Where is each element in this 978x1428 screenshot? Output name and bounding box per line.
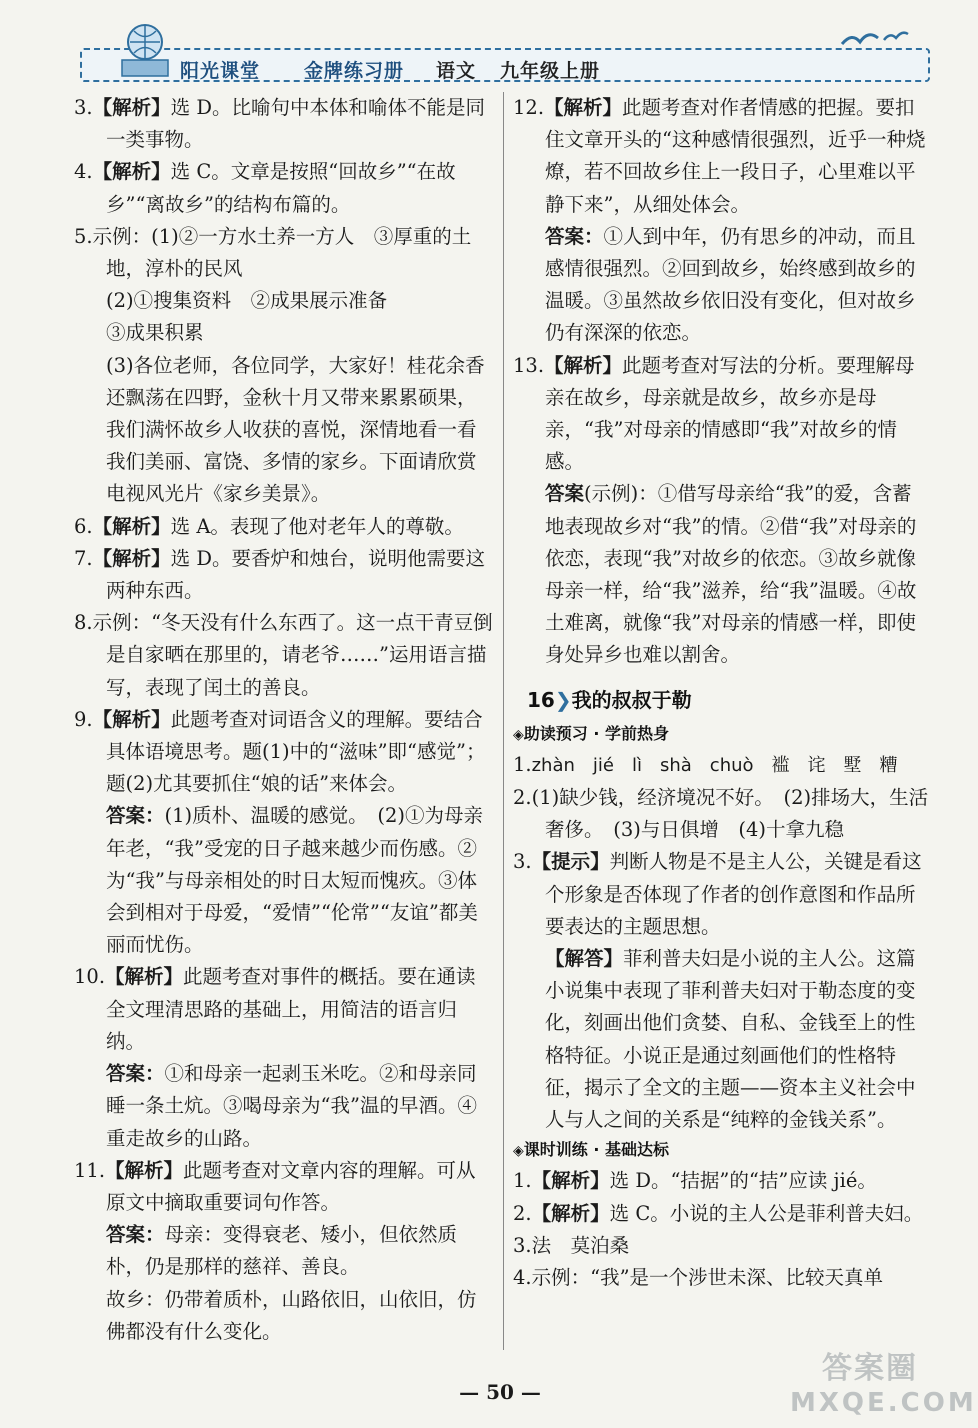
answer-item: 12.【解析】此题考查对作者情感的把握。要扣住文章开头的“这种感情很强烈，近乎一种烧燎，若不回故乡住上一段日子，心里难以平静下来”，从细处体会。 <box>513 96 926 216</box>
answer-item: 9.【解析】此题考查对词语含义的理解。要结合具体语境思考。题(1)中的“滋味”即“感觉”；题(2)尤其要抓住“娘的话”来体会。 <box>74 707 486 796</box>
answer-item: 11.【解析】此题考查对文章内容的理解。可从原文中摘取重要词句作答。 <box>74 1158 476 1214</box>
diamond-icon: ◈ <box>513 726 524 743</box>
answer-item: 1.zhàn jié lì shà chuò 褴 诧 墅 糟 <box>513 752 898 776</box>
globe-logo-icon <box>116 18 174 78</box>
answer-item: 7.【解析】选 D。要香炉和烛台，说明他需要这两种东西。 <box>74 546 485 603</box>
answer-item: 答案：①和母亲一起剥玉米吃。②和母亲同睡一条土炕。③喝母亲为“我”温的早酒。④重走故乡的山路。 <box>106 1062 477 1150</box>
answer-item: (2)①搜集资料 ②成果展示准备 <box>106 289 388 313</box>
answer-item: 5.示例：(1)②一方水土养一方人 ③厚重的土地，淳朴的民风 <box>74 224 472 281</box>
answer-item: 4.示例：“我”是一个涉世未深、比较天真单 <box>513 1265 884 1289</box>
birds-icon <box>840 24 920 54</box>
answer-item: 答案：①人到中年，仍有思乡的冲动，而且感情很强烈。②回到故乡，始终感到故乡的温暖。③虽然故乡依旧没有变化，但对故乡仍有深深的依恋。 <box>545 224 916 345</box>
right-column <box>513 92 931 1294</box>
watermark: 答案圈 MXQE.COM <box>790 1351 977 1418</box>
diamond-icon: ◈ <box>513 1143 524 1160</box>
answer-item: 3.【提示】判断人物是不是主人公，关键是看这个形象是否体现了作者的创作意图和作品所要表达的主题思想。 <box>513 850 922 938</box>
answer-item: 答案(示例)：①借写母亲给“我”的爱，含蓄地表现故乡对“我”的情。②借“我”对母亲的依恋，表现“我”对故乡的依恋。③故乡就像母亲一样，给“我”滋养，给“我”温暖。④故土难离，就像“我”对母亲的情感一样，即使身处异乡也难以割舍。 <box>545 482 917 667</box>
header-brand: 阳光课堂 <box>180 60 261 82</box>
answer-item: 3.【解析】选 D。比喻句中本体和喻体不能是同一类事物。 <box>74 96 485 152</box>
answer-item: 2.(1)缺少钱，经济境况不好。 (2)排场大，生活奢侈。 (3)与日俱增 (4)十拿九稳 <box>513 786 929 842</box>
answer-item: 【解答】菲利普夫妇是小说的主人公。这篇小说集中表现了菲利普夫妇对于勒态度的变化，刻画出他们贪婪、自私、金钱至上的性格特征。小说正是通过刻画他们的性格特征，揭示了全文的主题——资本主义社会中人与人之间的关系是“纯粹的金钱关系”。 <box>545 947 916 1132</box>
subsection-heading: ◈助读预习 · 学前热身 <box>513 723 670 743</box>
header-series: 金牌练习册 <box>304 60 405 82</box>
answer-item: 6.【解析】选 A。表现了他对老年人的尊敬。 <box>74 514 464 538</box>
answer-item: 8.示例：“冬天没有什么东西了。这一点干青豆倒是自家晒在那里的，请老爷……”运用语言描写，表现了闰土的善良。 <box>74 611 493 699</box>
answer-item: 答案：母亲：变得衰老、矮小，但依然质朴，仍是那样的慈祥、善良。 <box>106 1223 458 1279</box>
header-grade: 九年级上册 <box>500 60 601 82</box>
answer-item: 4.【解析】选 C。文章是按照“回故乡”“在故乡”“离故乡”的结构布篇的。 <box>74 160 456 216</box>
answer-item: 答案：(1)质朴、温暖的感觉。 (2)①为母亲年老，“我”受宠的日子越来越少而伤感。②为“我”与母亲相处的时日太短而愧疚。③体会到相对于母爱，“爱情”“伦常”“友谊”都美丽而忧伤。 <box>106 804 484 957</box>
answer-item: 13.【解析】此题考查对写法的分析。要理解母亲在故乡，母亲就是故乡，故乡亦是母亲，“我”对母亲的情感即“我”对故乡的情感。 <box>513 353 915 474</box>
page-header <box>80 18 930 80</box>
answer-item: 3.法 莫泊桑 <box>513 1233 630 1257</box>
header-subject: 语文 <box>436 60 477 82</box>
page-number: — 50 — <box>459 1380 541 1404</box>
answer-item: 10.【解析】此题考查对事件的概括。要在通读全文理清思路的基础上，用简洁的语言归纳。 <box>74 965 476 1053</box>
answer-item: ③成果积累 <box>106 321 204 345</box>
answer-item: (3)各位老师，各位同学，大家好！桂花余香还飘荡在四野，金秋十月又带来累累硕果，我们满怀故乡人收获的喜悦，深情地看一看我们美丽、富饶、多情的家乡。下面请欣赏电视风光片《家乡美景》。 <box>106 353 485 506</box>
chevron-right-icon: ❯ <box>554 687 572 712</box>
answer-item: 2.【解析】选 C。小说的主人公是菲利普夫妇。 <box>513 1201 924 1225</box>
answer-item: 故乡：仍带着质朴，山路依旧，山依旧，仿佛都没有什么变化。 <box>106 1287 477 1343</box>
column-divider <box>503 92 504 1350</box>
answer-item: 1.【解析】选 D。“拮据”的“拮”应读 jié。 <box>513 1169 877 1193</box>
left-column <box>74 92 494 1348</box>
subsection-heading: ◈课时训练 · 基础达标 <box>513 1140 670 1160</box>
lesson-title: 16❯我的叔叔于勒 <box>527 687 692 712</box>
